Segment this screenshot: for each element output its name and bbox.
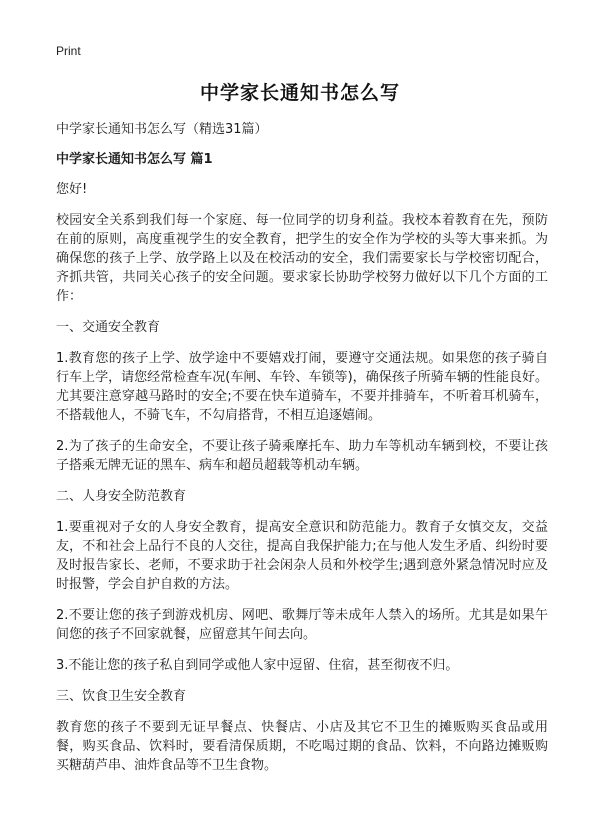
print-link[interactable]: Print [56, 44, 81, 58]
page-title: 中学家长通知书怎么写 [199, 82, 400, 104]
paragraph-traffic-1: 1.教育您的孩子上学、放学途中不要嬉戏打闹，要遵守交通法规。如果您的孩子骑自行车上学，请您经常检查车况(车闸、车铃、车锁等)，确保孩子所骑车辆的性能良好。尤其要注意穿越马路时的安全;不要在快车道骑车，不要并排骑车，不听着耳机骑车，不搭载他人，不骑飞车，不勾肩搭背，不相互追逐嬉闹。 [56, 351, 548, 423]
paragraph-personal-3: 3.不能让您的孩子私自到同学或他人家中逗留、住宿，甚至彻夜不归。 [56, 658, 459, 673]
heading-food-safety: 三、饮食卫生安全教育 [56, 689, 187, 704]
document-subtitle: 中学家长通知书怎么写（精选31篇） [56, 122, 268, 137]
paragraph-food-1: 教育您的孩子不要到无证早餐点、快餐店、小店及其它不卫生的摊贩购买食品或用餐，购买食品、饮料时，要看清保质期，不吃喝过期的食品、饮料，不向路边摊贩购买糖葫芦串、油炸食品等不卫生食物。 [56, 720, 548, 773]
paragraph-personal-2: 2.不要让您的孩子到游戏机房、网吧、歌舞厅等未成年人禁入的场所。尤其是如果午间您的孩子不回家就餐，应留意其午间去向。 [56, 608, 548, 642]
paragraph-intro: 校园安全关系到我们每一个家庭、每一位同学的切身利益。我校本着教育在先，预防在前的原则，高度重视学生的安全教育，把学生的安全作为学校的头等大事来抓。为确保您的孩子上学、放学路上以及在校活动的安全，我们需要家长与学校密切配合，齐抓共管，共同关心孩子的安全问题。要求家长协助学校努力做好以下几个方面的工作： [56, 213, 548, 304]
section-title: 中学家长通知书怎么写 篇1 [56, 152, 213, 167]
greeting: 您好! [56, 182, 88, 197]
heading-personal-safety: 二、人身安全防范教育 [56, 489, 187, 504]
paragraph-traffic-2: 2.为了孩子的生命安全，不要让孩子骑乘摩托车、助力车等机动车辆到校，不要让孩子搭乘无牌无证的黑车、病车和超员超载等机动车辆。 [56, 439, 548, 473]
paragraph-personal-1: 1.要重视对子女的人身安全教育，提高安全意识和防范能力。教育子女慎交友，交益友，不和社会上品行不良的人交往，提高自我保护能力;在与他人发生矛盾、纠纷时要及时报告家长、老师，不要求助于社会闲杂人员和外校学生;遇到意外紧急情况时应及时报警，学会自护自救的方法。 [56, 520, 548, 592]
document-body [56, 120, 548, 787]
heading-traffic-safety: 一、交通安全教育 [56, 320, 161, 335]
